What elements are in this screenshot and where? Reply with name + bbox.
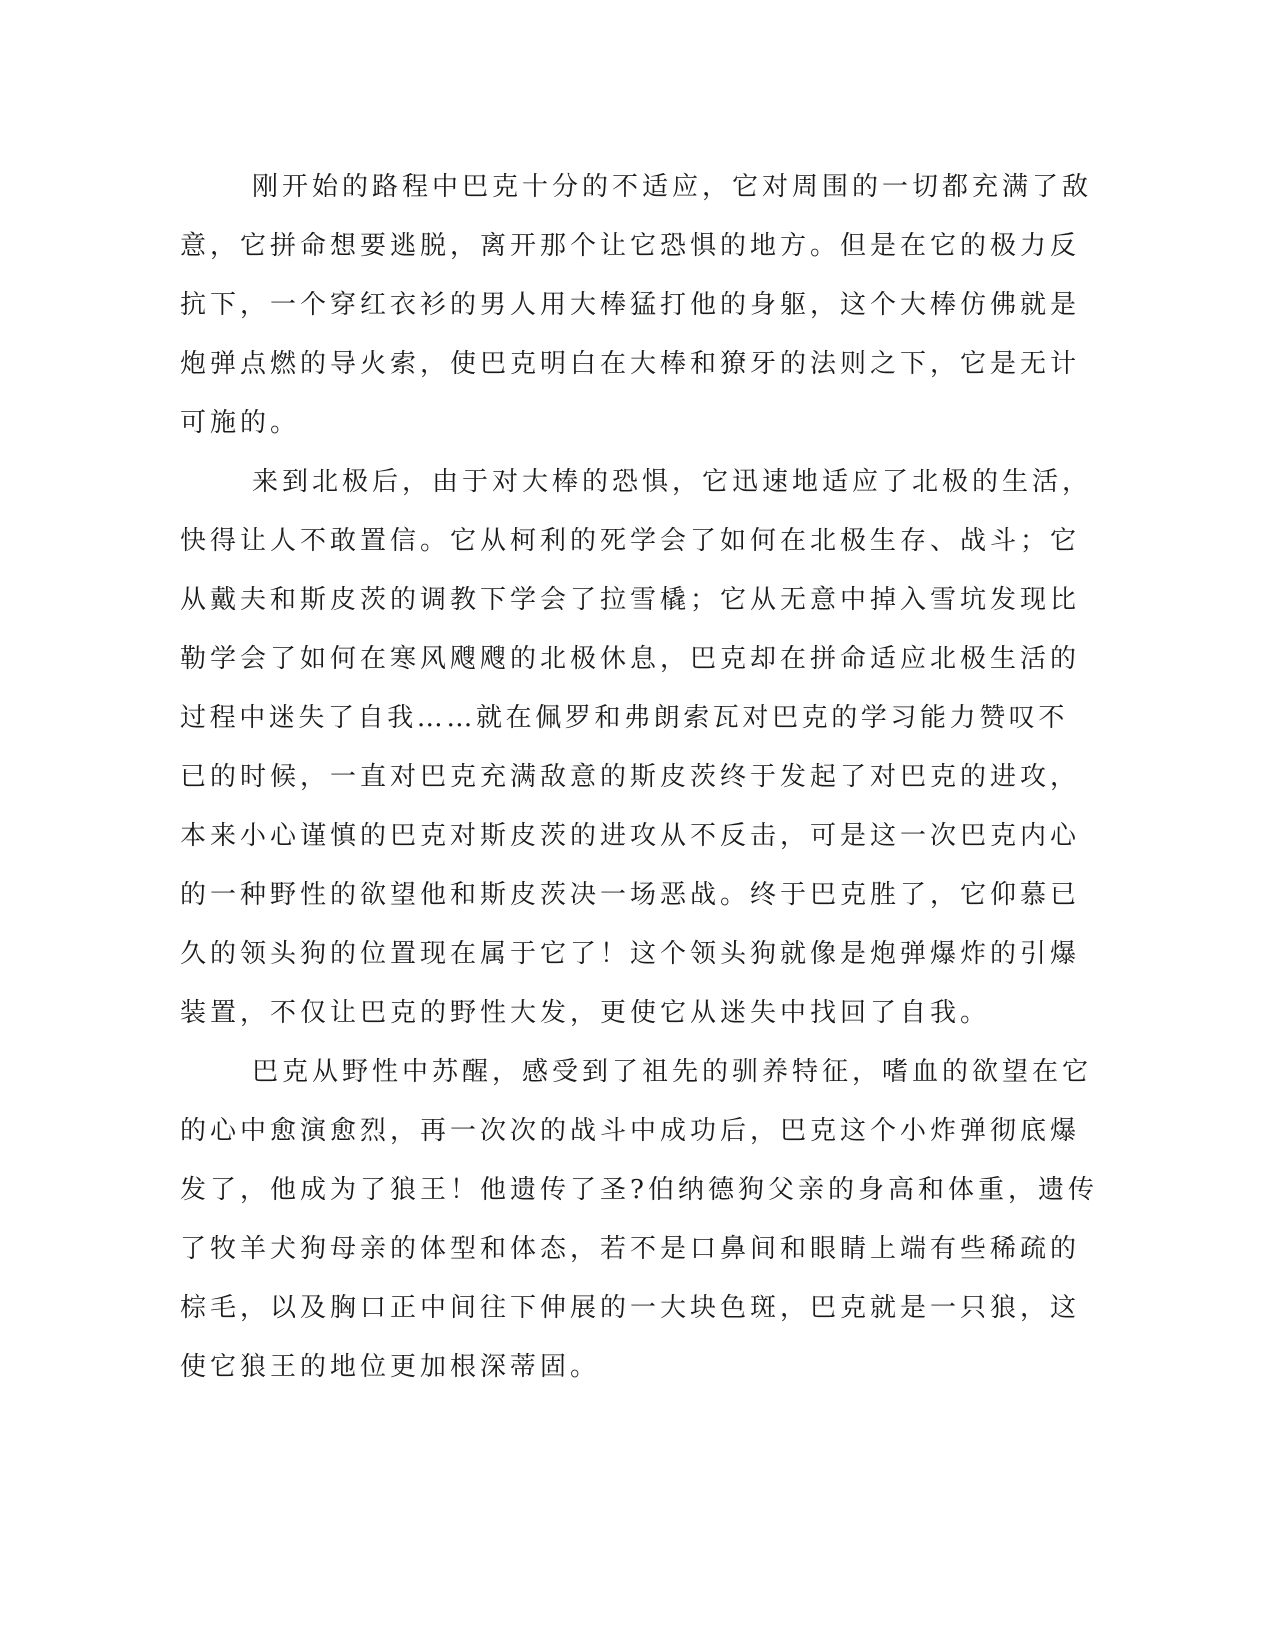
paragraph-1 <box>180 158 1093 453</box>
paragraph-line: 发了，他成为了狼王！他遗传了圣?伯纳德狗父亲的身高和体重，遗传 <box>180 1175 1098 1205</box>
paragraph-line: 从戴夫和斯皮茨的调教下学会了拉雪橇；它从无意中掉入雪坑发现比 <box>180 585 1081 615</box>
paragraph-line: 来到北极后，由于对大棒的恐惧，它迅速地适应了北极的生活， <box>252 467 1093 497</box>
paragraph-line: 快得让人不敢置信。它从柯利的死学会了如何在北极生存、战斗；它 <box>180 526 1081 556</box>
paragraph-line: 装置，不仅让巴克的野性大发，更使它从迷失中找回了自我。 <box>180 998 991 1028</box>
paragraph-line: 了牧羊犬狗母亲的体型和体态，若不是口鼻间和眼睛上端有些稀疏的 <box>180 1234 1081 1264</box>
paragraph-line: 巴克从野性中苏醒，感受到了祖先的驯养特征，嗜血的欲望在它 <box>252 1057 1093 1087</box>
paragraph-line: 炮弹点燃的导火索，使巴克明白在大棒和獠牙的法则之下，它是无计 <box>180 349 1081 379</box>
paragraph-line: 的心中愈演愈烈，再一次次的战斗中成功后，巴克这个小炸弹彻底爆 <box>180 1116 1081 1146</box>
paragraph-line: 已的时候，一直对巴克充满敌意的斯皮茨终于发起了对巴克的进攻， <box>180 762 1081 792</box>
paragraph-line: 过程中迷失了自我……就在佩罗和弗朗索瓦对巴克的学习能力赞叹不 <box>180 703 1069 733</box>
paragraph-line: 可施的。 <box>180 408 301 438</box>
paragraph-line: 刚开始的路程中巴克十分的不适应，它对周围的一切都充满了敌 <box>252 172 1093 202</box>
paragraph-line: 意，它拼命想要逃脱，离开那个让它恐惧的地方。但是在它的极力反 <box>180 231 1081 261</box>
paragraph-2 <box>180 453 1093 1043</box>
essay-body <box>180 158 1098 1397</box>
paragraph-line: 本来小心谨慎的巴克对斯皮茨的进攻从不反击，可是这一次巴克内心 <box>180 821 1081 851</box>
paragraph-3 <box>180 1043 1098 1397</box>
paragraph-line: 使它狼王的地位更加根深蒂固。 <box>180 1352 601 1382</box>
paragraph-line: 的一种野性的欲望他和斯皮茨决一场恶战。终于巴克胜了，它仰慕已 <box>180 880 1081 910</box>
paragraph-line: 久的领头狗的位置现在属于它了！这个领头狗就像是炮弹爆炸的引爆 <box>180 939 1081 969</box>
paragraph-line: 勒学会了如何在寒风飕飕的北极休息，巴克却在拼命适应北极生活的 <box>180 644 1081 674</box>
paragraph-line: 抗下，一个穿红衣衫的男人用大棒猛打他的身躯，这个大棒仿佛就是 <box>180 290 1081 320</box>
paragraph-line: 棕毛，以及胸口正中间往下伸展的一大块色斑，巴克就是一只狼，这 <box>180 1293 1081 1323</box>
